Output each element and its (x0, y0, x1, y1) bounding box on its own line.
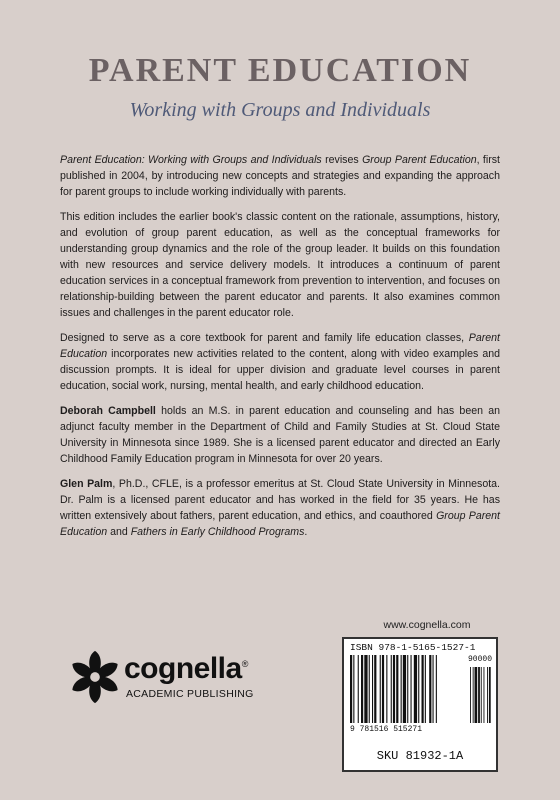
prior-title-ref: Group Parent Education (362, 154, 477, 166)
cognella-flower-icon (66, 648, 124, 706)
sku-label: SKU 81932-1A (342, 742, 498, 772)
paragraph-edition: This edition includes the earlier book's classic content on the rationale, assumptions, history, and evolution of group parent education, as well as the conceptual frameworks for understanding group dynamics and the role of the group leader. It builds on this foundation with new resources and service delivery models. It introduces a continuum of parent education services in a conceptual framework from prevention to intervention, and focuses on relationship-building between the parent educator and parents. It also examines common issues and challenges in the parent educator role. (60, 211, 500, 319)
paragraph-intro: Parent Education: Working with Groups and Individuals revises Group Parent Education, first published in 2004, by introducing new concepts and strategies and expanding the approach for parent groups to include working individually with parents. (60, 154, 500, 198)
short-title-ref: Parent Education (60, 332, 500, 360)
back-cover-description (60, 152, 500, 549)
author-name-palm: Glen Palm (60, 478, 113, 490)
paragraph-author-campbell: Deborah Campbell holds an M.S. in parent education and counseling and has been an adjunct faculty member in the Department of Child and Family Studies at St. Cloud State University in Minnesota since 1989. She is a licensed parent educator and directed an Early Childhood Family Education program in Minnesota for over 20 years. (60, 405, 500, 465)
isbn-number: ISBN 978-1-5165-1527-1 (350, 642, 476, 653)
author-name-campbell: Deborah Campbell (60, 405, 156, 417)
publisher-logo (66, 648, 276, 708)
book-title: PARENT EDUCATION (88, 52, 472, 89)
barcode-digits: 9 781516 515271 (350, 725, 423, 734)
publisher-tagline: ACADEMIC PUBLISHING (126, 688, 254, 700)
barcode-addon: 90000 (468, 655, 493, 664)
book-subtitle: Working with Groups and Individuals (129, 99, 431, 121)
coauthored-title-1: Group Parent Education (60, 510, 500, 538)
coauthored-title-2: Fathers in Early Childhood Programs (130, 526, 305, 538)
publisher-name: cognella® (124, 652, 248, 685)
paragraph-author-palm: Glen Palm, Ph.D., CFLE, is a professor emeritus at St. Cloud State University in Minnesota. Dr. Palm is a licensed parent educator and has worked in the field for 35 years. He has written extensively about fathers, parent education, and ethics, and coauthored Group Parent Education and Fathers in Early Childhood Programs. (60, 478, 501, 538)
isbn-barcode (342, 637, 498, 744)
barcode-bars (348, 655, 492, 723)
book-title-ref: Parent Education: Working with Groups and Individuals (60, 154, 322, 166)
publisher-website: www.cognella.com (383, 619, 471, 631)
paragraph-usage: Designed to serve as a core textbook for parent and family life education classes, Parent Education incorporates new activities related to the content, along with video examples and discussion prompts. It is ideal for upper division and graduate level courses in parent education, social work, nursing, mental health, and early childhood education. (60, 332, 500, 392)
